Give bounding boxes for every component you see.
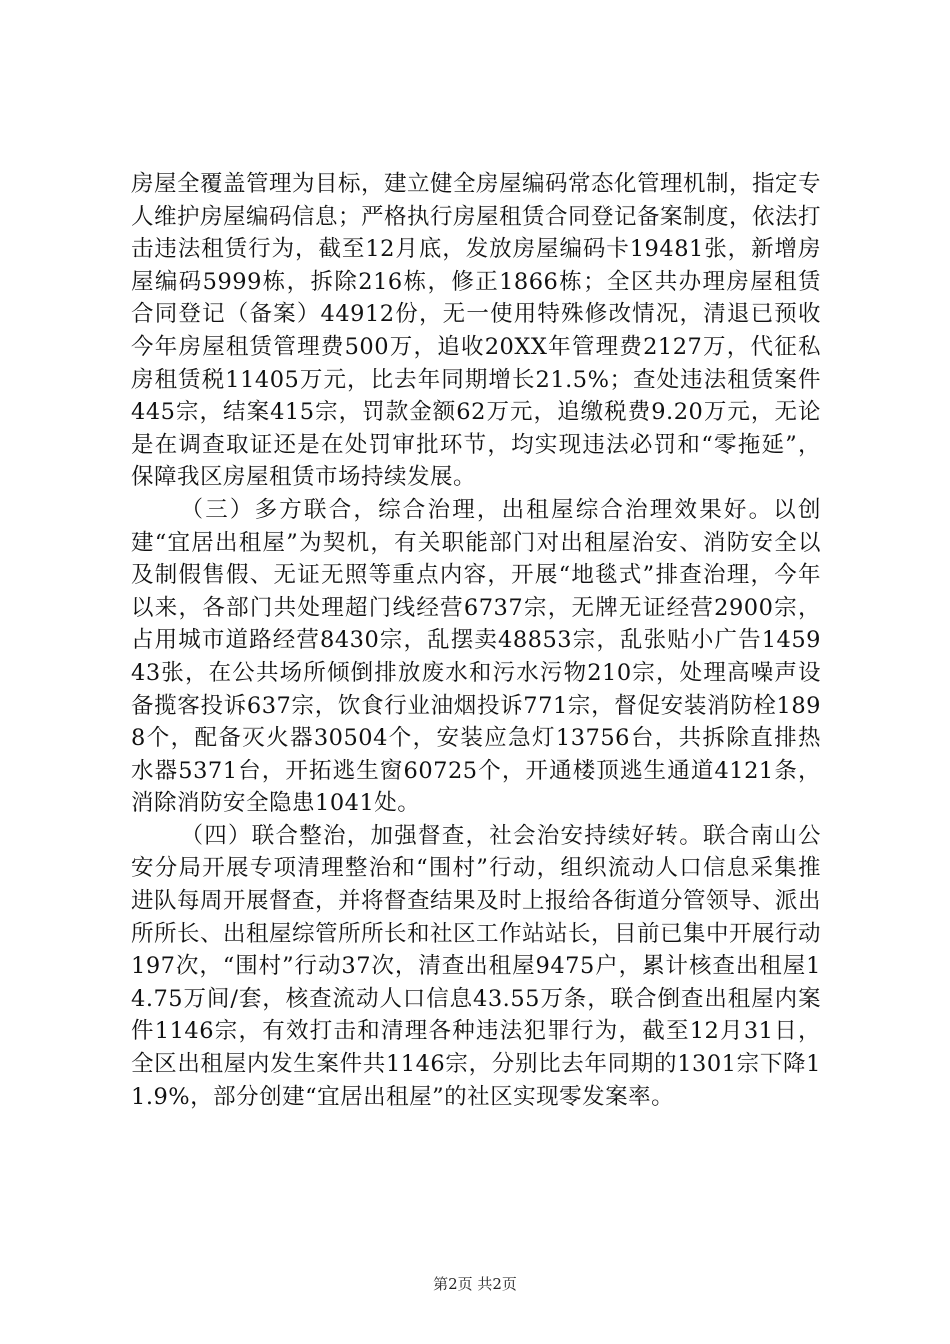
paragraph-continuation: 房屋全覆盖管理为目标，建立健全房屋编码常态化管理机制，指定专人维护房屋编码信息；严格执行房屋租赁合同登记备案制度，依法打击违法租赁行为，截至12月底，发放房屋编码卡19481张，新增房屋编码5999栋，拆除216栋，修正1866栋；全区共办理房屋租赁合同登记（备案）44912份，无一使用特殊修改情况，清退已预收今年房屋租赁管理费500万，追收20XX年管理费2127万，代征私房租赁税11405万元，比去年同期增长21.5%；查处违法租赁案件445宗，结案415宗，罚款金额62万元，追缴税费9.20万元，无论是在调查取证还是在处罚审批环节，均实现违法必罚和“零拖延”，保障我区房屋租赁市场持续发展。 [131, 171, 822, 491]
page-footer: 第2页 共2页 [433, 1275, 517, 1293]
document-body [131, 168, 821, 1113]
paragraph-section-three: （三）多方联合，综合治理，出租屋综合治理效果好。以创建“宜居出租屋”为契机，有关职能部门对出租屋治安、消防安全以及制假售假、无证无照等重点内容，开展“地毯式”排查治理，今年以来，各部门共处理超门线经营6737宗，无牌无证经营2900宗，占用城市道路经营8430宗，乱摆卖48853宗，乱张贴小广告145943张，在公共场所倾倒排放废水和污水污物210宗，处理高噪声设备揽客投诉637宗，饮食行业油烟投诉771宗，督促安装消防栓1898个，配备灭火器30504个，安装应急灯13756台，共拆除直排热水器5371台，开拓逃生窗60725个，开通楼顶逃生通道4121条，消除消防安全隐患1041处。 [131, 496, 821, 817]
paragraph-section-four: （四）联合整治，加强督查，社会治安持续好转。联合南山公安分局开展专项清理整治和“围村”行动，组织流动人口信息采集推进队每周开展督查，并将督查结果及时上报给各街道分管领导、派出所所长、出租屋综管所所长和社区工作站站长，目前已集中开展行动197次，“围村”行动37次，清查出租屋9475户，累计核查出租屋14.75万间/套，核查流动人口信息43.55万条，联合倒查出租屋内案件1146宗，有效打击和清理各种违法犯罪行为，截至12月31日，全区出租屋内发生案件共1146宗，分别比去年同期的1301宗下降11.9%，部分创建“宜居出租屋”的社区实现零发案率。 [131, 822, 822, 1110]
